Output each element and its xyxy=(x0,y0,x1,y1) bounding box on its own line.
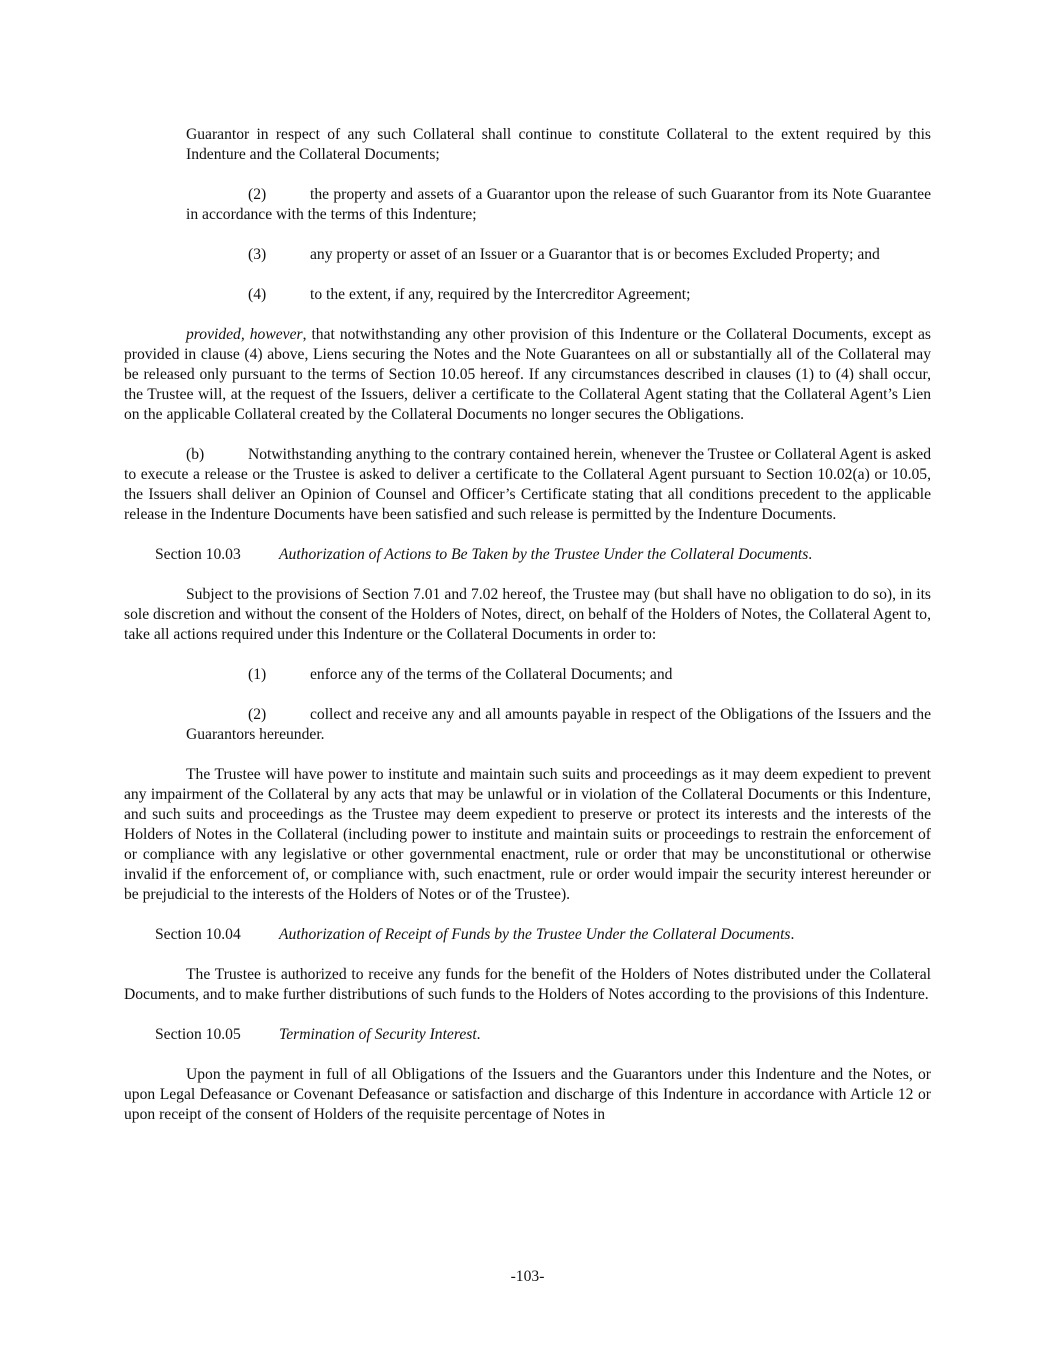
section-10-05-paragraph: Upon the payment in full of all Obligations of the Issuers and the Guarantors under this Indenture and the Notes, or upon Legal Defeasance or Covenant Defeasance or satisfaction and discharge of this Indenture in accordance with Article 12 or upon receipt of the consent of Holders of the requisite percentage of Notes in xyxy=(124,1066,931,1123)
clause-3 xyxy=(124,245,931,265)
clause-2-text: the property and assets of a Guarantor upon the release of such Guarantor from its Note Guarantee in accordance with the terms of this Indenture; xyxy=(186,186,931,223)
section-10-04-paragraph: The Trustee is authorized to receive any funds for the benefit of the Holders of Notes distributed under the Collateral Documents, and to make further distributions of such funds to the Holders of Notes according to the provisions of this Indenture. xyxy=(124,966,931,1003)
section-10-04-period: . xyxy=(790,926,795,943)
section-10-04-heading xyxy=(124,925,931,945)
clause-2-number: (2) xyxy=(248,186,267,203)
page-number: -103- xyxy=(510,1268,545,1285)
section-10-05-number: Section 10.05 xyxy=(155,1026,241,1043)
section-10-03-clause-1-text: enforce any of the terms of the Collateral Documents; and xyxy=(310,666,673,683)
section-10-03-paragraph: Subject to the provisions of Section 7.01 and 7.02 hereof, the Trustee may (but shall have no obligation to do so), in its sole discretion and without the consent of the Holders of Notes, direct, on behalf of the Holders of Notes, the Collateral Agent to, take all actions required under this Indenture or the Collateral Documents in order to: xyxy=(124,586,931,643)
clause-2 xyxy=(124,185,931,225)
clause-4-number: (4) xyxy=(248,286,267,303)
clause-3-number: (3) xyxy=(248,246,267,263)
section-10-04-title: Authorization of Receipt of Funds by the Trustee Under the Collateral Documents xyxy=(279,926,791,943)
clause-3-text: any property or asset of an Issuer or a Guarantor that is or becomes Excluded Property; and xyxy=(310,246,880,263)
section-10-03-clause-1-number: (1) xyxy=(248,666,267,683)
continued-paragraph: Guarantor in respect of any such Collateral shall continue to constitute Collateral to the extent required by this Indenture and the Collateral Documents; xyxy=(186,126,931,163)
section-10-05-period: . xyxy=(476,1026,481,1043)
page-body xyxy=(124,125,931,1125)
clause-4-text: to the extent, if any, required by the Intercreditor Agreement; xyxy=(310,286,691,303)
clause-4 xyxy=(124,285,931,305)
section-10-03-clause-2-number: (2) xyxy=(248,706,267,723)
section-10-03-number: Section 10.03 xyxy=(155,546,241,563)
section-10-03-period: . xyxy=(808,546,813,563)
proviso-text: , that notwithstanding any other provision of this Indenture or the Collateral Documents, except as provided in clause (4) above, Liens securing the Notes and the Note Guarantees on all or substantially all of the Collateral may be released only pursuant to the terms of Section 10.05 hereof. If any circumstances described in clauses (1) to (4) shall occur, the Trustee will, at the request of the Issuers, deliver a certificate to the Collateral Agent stating that the Collateral Agent’s Lien on the applicable Collateral created by the Collateral Documents no longer secures the Obligations. xyxy=(124,326,931,423)
paragraph-b-text: Notwithstanding anything to the contrary contained herein, whenever the Trustee or Collateral Agent is asked to execute a release or the Trustee is asked to deliver a certificate to the Collateral Agent pursuant to Section 10.02(a) or 10.05, the Issuers shall deliver an Opinion of Counsel and Officer’s Certificate stating that all conditions precedent to the applicable release in the Indenture Documents have been satisfied and such release is permitted by the Indenture Documents. xyxy=(124,446,931,523)
section-10-04-number: Section 10.04 xyxy=(155,926,241,943)
proviso-lead: provided, however xyxy=(186,326,303,343)
paragraph-b-number: (b) xyxy=(186,446,205,463)
section-10-03-title: Authorization of Actions to Be Taken by the Trustee Under the Collateral Documents xyxy=(279,546,809,563)
paragraph-b xyxy=(124,445,931,525)
section-10-05-title: Termination of Security Interest xyxy=(279,1026,477,1043)
proviso-paragraph xyxy=(124,325,931,425)
section-10-03-clause-2-text: collect and receive any and all amounts payable in respect of the Obligations of the Issuers and the Guarantors hereunder. xyxy=(186,706,931,743)
section-10-03-heading xyxy=(124,545,931,565)
section-10-03-clause-2 xyxy=(124,705,931,745)
section-10-05-heading xyxy=(124,1025,931,1045)
trustee-power-paragraph: The Trustee will have power to institute and maintain such suits and proceedings as it may deem expedient to prevent any impairment of the Collateral by any acts that may be unlawful or in violation of the Collateral Documents or this Indenture, and such suits and proceedings as the Trustee may deem expedient to preserve or protect its interests and the interests of the Holders of Notes in the Collateral (including power to institute and maintain suits or proceedings to restrain the enforcement of or compliance with any legislative or other governmental enactment, rule or order that may be unconstitutional or otherwise invalid if the enforcement of, or compliance with, such enactment, rule or order would impair the security interest hereunder or be prejudicial to the interests of the Holders of Notes or of the Trustee). xyxy=(124,766,931,903)
section-10-03-clause-1 xyxy=(124,665,931,685)
